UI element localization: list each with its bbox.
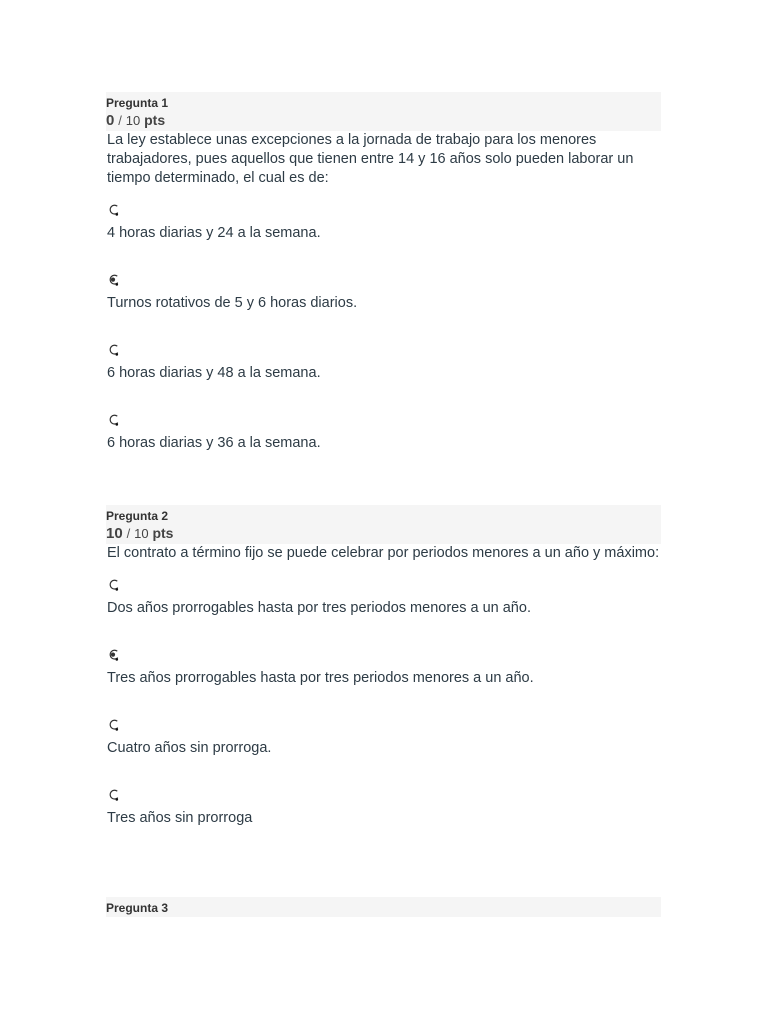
- radio-unselected-icon[interactable]: [107, 203, 121, 217]
- answer-option[interactable]: [107, 338, 661, 398]
- answer-label: Turnos rotativos de 5 y 6 horas diarios.: [107, 295, 358, 311]
- question-title: Pregunta 1: [106, 96, 169, 110]
- answer-label: Tres años sin prorroga: [107, 810, 253, 826]
- question-title: Pregunta 3: [106, 901, 169, 915]
- answer-label: Dos años prorrogables hasta por tres periodos menores a un año.: [107, 600, 531, 616]
- score-separator: /: [126, 526, 131, 541]
- answer-label: 6 horas diarias y 48 a la semana.: [107, 365, 321, 381]
- radio-unselected-icon[interactable]: [107, 718, 121, 732]
- score-total: 10: [125, 113, 141, 128]
- question-1: [107, 92, 661, 468]
- answer-option[interactable]: [107, 643, 661, 703]
- score-unit: pts: [152, 525, 174, 541]
- answer-label: 4 horas diarias y 24 a la semana.: [107, 225, 321, 241]
- answer-label: Tres años prorrogables hasta por tres periodos menores a un año.: [107, 670, 534, 686]
- question-header: [106, 505, 661, 544]
- radio-selected-icon[interactable]: [107, 273, 121, 287]
- answer-option[interactable]: [107, 783, 661, 843]
- score-total: 10: [134, 526, 149, 541]
- answer-option[interactable]: [107, 268, 661, 328]
- question-score: [106, 524, 661, 543]
- radio-selected-icon[interactable]: [107, 648, 121, 662]
- answer-list: [107, 198, 661, 468]
- question-2: [107, 505, 661, 843]
- question-title: Pregunta 2: [106, 509, 169, 523]
- question-text: La ley establece unas excepciones a la jornada de trabajo para los menores trabajadores, pues aquellos que tienen entre 14 y 16 años solo pueden laborar un tiempo determinado, el cual es de:: [107, 132, 634, 186]
- radio-unselected-icon[interactable]: [107, 578, 121, 592]
- score-separator: /: [118, 113, 122, 128]
- radio-unselected-icon[interactable]: [107, 788, 121, 802]
- radio-unselected-icon[interactable]: [107, 413, 121, 427]
- question-header: [106, 92, 661, 131]
- answer-option[interactable]: [107, 713, 661, 773]
- score-earned: 10: [106, 525, 123, 542]
- answer-label: Cuatro años sin prorroga.: [107, 740, 272, 756]
- answer-list: [107, 573, 661, 843]
- answer-label: 6 horas diarias y 36 a la semana.: [107, 435, 321, 451]
- question-score: [106, 111, 661, 130]
- question-3: [107, 897, 661, 917]
- score-unit: pts: [144, 112, 166, 128]
- answer-option[interactable]: [107, 573, 661, 633]
- answer-option[interactable]: [107, 198, 661, 258]
- answer-option[interactable]: [107, 408, 661, 468]
- radio-unselected-icon[interactable]: [107, 343, 121, 357]
- question-header: [106, 897, 661, 917]
- question-text: El contrato a término fijo se puede celebrar por periodos menores a un año y máximo:: [107, 545, 660, 561]
- score-earned: 0: [106, 112, 115, 129]
